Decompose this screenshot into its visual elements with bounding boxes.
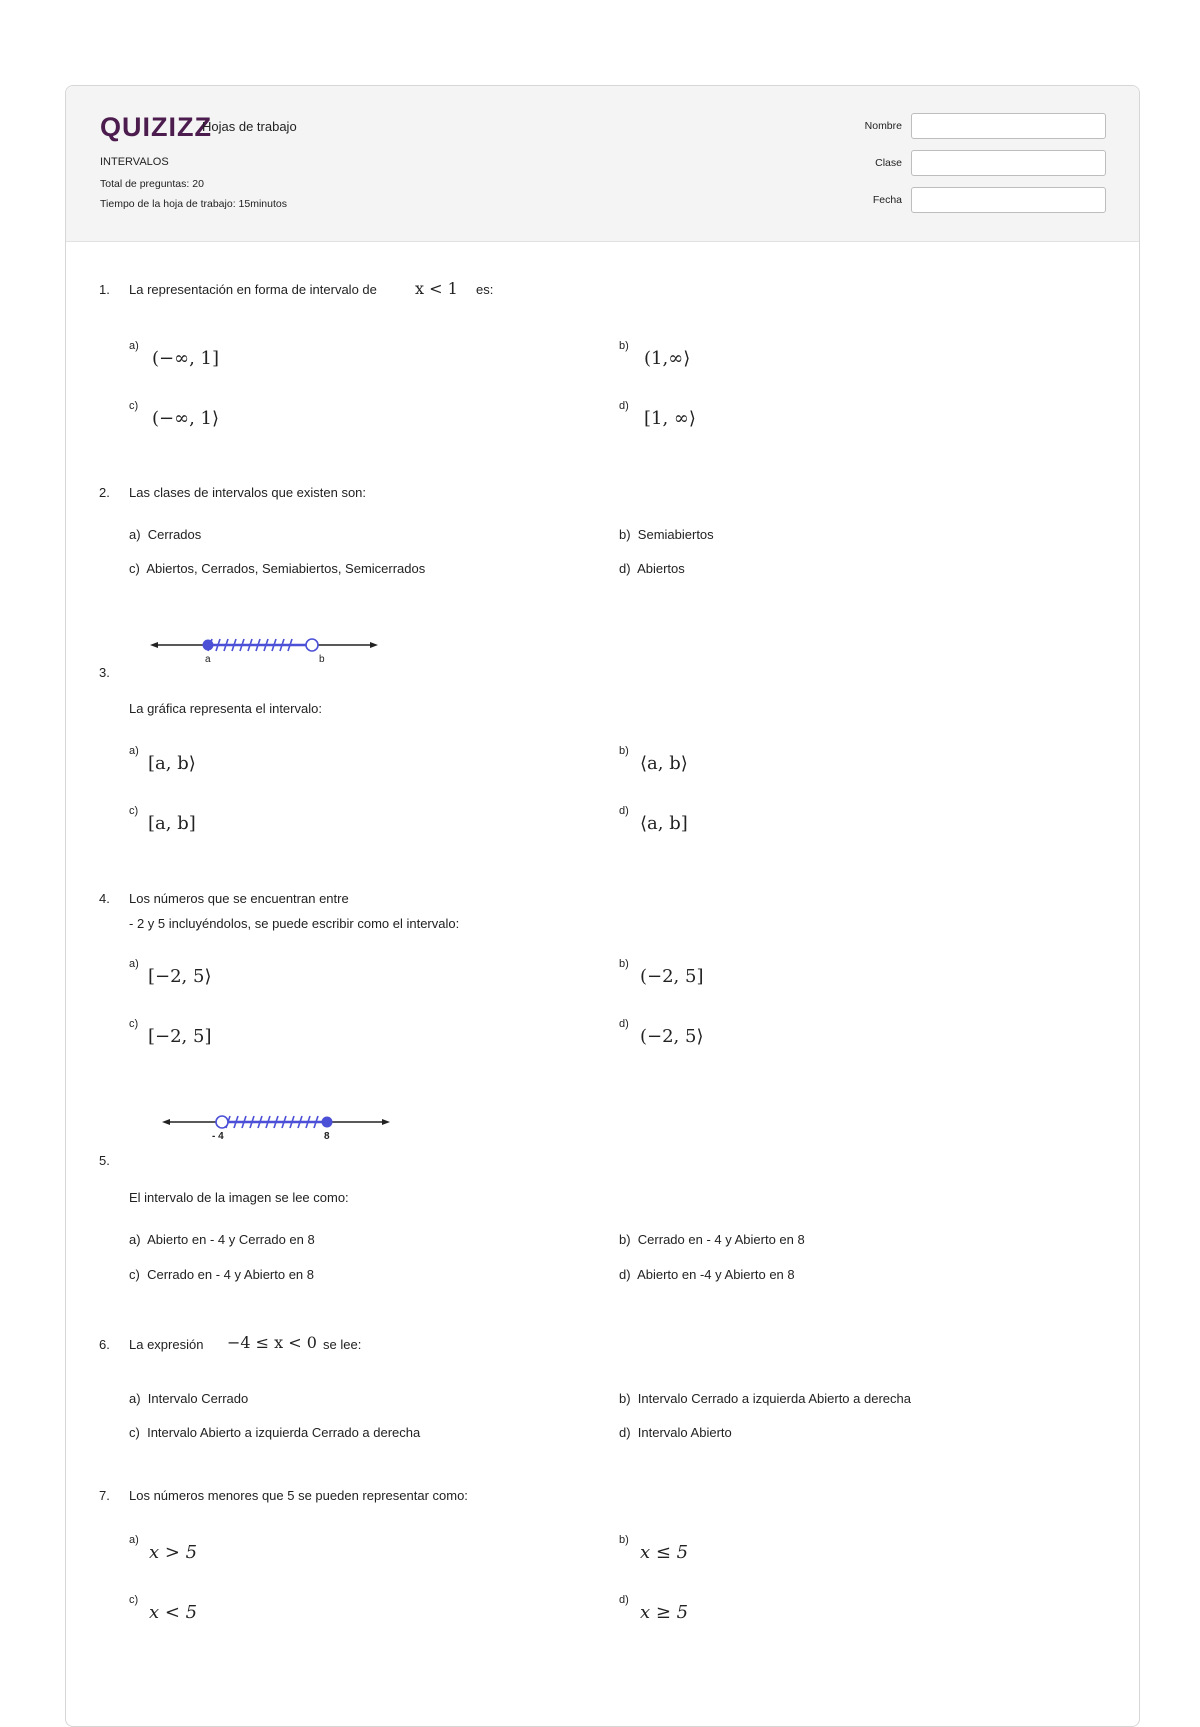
q7-opt-c[interactable]: x < 5 xyxy=(149,1602,198,1623)
q5-label-minus4: - 4 xyxy=(212,1131,224,1142)
worksheet-title: INTERVALOS xyxy=(100,156,169,168)
q2-opt-c-label: c) xyxy=(129,561,140,576)
q7-opt-d-label: d) xyxy=(619,1594,629,1606)
q5-opt-d-label: d) xyxy=(619,1267,631,1282)
quizizz-logo: QUIZIZZ xyxy=(100,112,212,142)
q3-opt-c[interactable]: [a, b] xyxy=(148,813,196,834)
worksheet-header xyxy=(66,86,1139,242)
q4-opt-b[interactable]: (−2, 5] xyxy=(640,966,704,987)
q3-arrow-left xyxy=(150,642,158,648)
q4-number: 4. xyxy=(99,891,110,906)
q5-text: El intervalo de la imagen se lee como: xyxy=(129,1190,349,1205)
q2-opt-d-text: Abiertos xyxy=(637,561,685,576)
q6-text: La expresión xyxy=(129,1337,204,1352)
q1-opt-a-label: a) xyxy=(129,340,139,352)
q2-opt-c[interactable] xyxy=(129,561,425,576)
q1-opt-d[interactable]: [1, ∞⟩ xyxy=(644,408,696,429)
q4-opt-c[interactable]: [−2, 5] xyxy=(148,1026,212,1047)
q3-opt-b-label: b) xyxy=(619,745,629,757)
q6-opt-b-label: b) xyxy=(619,1391,631,1406)
q5-opt-c-text: Cerrado en - 4 y Abierto en 8 xyxy=(147,1267,315,1282)
q2-opt-b-text: Semiabiertos xyxy=(637,527,714,542)
q3-opt-d-label: d) xyxy=(619,805,629,817)
date-field[interactable] xyxy=(911,187,1106,213)
q7-opt-a-label: a) xyxy=(129,1534,139,1546)
q3-number-line-figure xyxy=(150,633,380,663)
q2-opt-d-label: d) xyxy=(619,561,631,576)
q7-opt-b[interactable]: x ≤ 5 xyxy=(640,1542,689,1563)
q7-opt-b-label: b) xyxy=(619,1534,629,1546)
q3-opt-a-label: a) xyxy=(129,745,139,757)
q3-number: 3. xyxy=(99,665,110,680)
total-questions: Total de preguntas: 20 xyxy=(100,178,204,190)
q5-opt-d-text: Abierto en -4 y Abierto en 8 xyxy=(637,1267,795,1282)
q3-opt-a[interactable]: [a, b⟩ xyxy=(148,753,196,774)
name-label: Nombre xyxy=(864,120,902,132)
q2-text: Las clases de intervalos que existen son: xyxy=(129,485,367,500)
q6-opt-b[interactable] xyxy=(619,1391,911,1406)
q1-number: 1. xyxy=(99,282,110,297)
q5-number: 5. xyxy=(99,1153,110,1168)
date-label: Fecha xyxy=(872,194,902,206)
q4-opt-b-label: b) xyxy=(619,958,629,970)
q2-opt-a[interactable] xyxy=(129,527,201,542)
q6-opt-d[interactable] xyxy=(619,1425,732,1440)
q2-number: 2. xyxy=(99,485,110,500)
name-field[interactable] xyxy=(911,113,1106,139)
q5-opt-d[interactable] xyxy=(619,1267,795,1282)
q6-opt-a[interactable] xyxy=(129,1391,248,1406)
q6-number: 6. xyxy=(99,1337,110,1352)
q6-opt-c[interactable] xyxy=(129,1425,420,1440)
q1-opt-b[interactable]: (1,∞⟩ xyxy=(644,348,691,369)
q4-opt-a-label: a) xyxy=(129,958,139,970)
q7-opt-c-label: c) xyxy=(129,1594,139,1606)
q4-text-line2: - 2 y 5 incluyéndolos, se puede escribir como el intervalo: xyxy=(129,916,460,931)
q3-arrow-right xyxy=(370,642,378,648)
q5-arrow-left xyxy=(162,1119,170,1125)
class-label: Clase xyxy=(875,157,902,169)
q4-opt-d-label: d) xyxy=(619,1018,629,1030)
q3-closed-endpoint xyxy=(203,640,214,651)
q6-opt-d-label: d) xyxy=(619,1425,631,1440)
q3-opt-d[interactable]: ⟨a, b] xyxy=(640,813,688,834)
q5-closed-endpoint xyxy=(322,1117,333,1128)
q6-opt-c-text: Intervalo Abierto a izquierda Cerrado a derecha xyxy=(147,1425,421,1440)
q6-math: −4 ≤ x < 0 xyxy=(227,1333,317,1352)
q5-opt-b-label: b) xyxy=(619,1232,631,1247)
q2-opt-b[interactable] xyxy=(619,527,714,542)
q1-opt-c[interactable]: (−∞, 1⟩ xyxy=(152,408,220,429)
q7-opt-a[interactable]: x > 5 xyxy=(149,1542,198,1563)
q3-text: La gráfica representa el intervalo: xyxy=(129,701,322,716)
q4-text-line1: Los números que se encuentran entre xyxy=(129,891,349,906)
q2-opt-b-label: b) xyxy=(619,527,631,542)
q3-label-b: b xyxy=(319,654,325,665)
logo-subtitle: Hojas de trabajo xyxy=(202,119,297,134)
q1-opt-b-label: b) xyxy=(619,340,629,352)
q5-opt-a[interactable] xyxy=(129,1232,315,1247)
q5-opt-a-label: a) xyxy=(129,1232,141,1247)
q7-opt-d[interactable]: x ≥ 5 xyxy=(640,1602,689,1623)
q1-opt-a[interactable]: (−∞, 1] xyxy=(152,348,220,369)
q2-opt-a-text: Cerrados xyxy=(147,527,202,542)
q2-opt-a-label: a) xyxy=(129,527,141,542)
q6-opt-d-text: Intervalo Abierto xyxy=(637,1425,732,1440)
q4-opt-d[interactable]: (−2, 5⟩ xyxy=(640,1026,704,1047)
q7-text: Los números menores que 5 se pueden representar como: xyxy=(129,1488,468,1503)
q5-arrow-right xyxy=(382,1119,390,1125)
q5-opt-c-label: c) xyxy=(129,1267,140,1282)
q1-math: x < 1 xyxy=(415,279,458,298)
q3-open-endpoint xyxy=(306,639,318,651)
q6-opt-a-label: a) xyxy=(129,1391,141,1406)
class-field[interactable] xyxy=(911,150,1106,176)
q6-opt-a-text: Intervalo Cerrado xyxy=(147,1391,249,1406)
q1-post: es: xyxy=(476,282,494,297)
q3-label-a: a xyxy=(205,654,211,665)
worksheet-time: Tiempo de la hoja de trabajo: 15minutos xyxy=(100,198,287,210)
q5-opt-c[interactable] xyxy=(129,1267,314,1282)
q6-post: se lee: xyxy=(323,1337,362,1352)
q4-opt-a[interactable]: [−2, 5⟩ xyxy=(148,966,212,987)
q5-opt-a-text: Abierto en - 4 y Cerrado en 8 xyxy=(147,1232,315,1247)
q1-opt-d-label: d) xyxy=(619,400,629,412)
q7-number: 7. xyxy=(99,1488,110,1503)
q1-text: La representación en forma de intervalo de xyxy=(129,282,377,297)
q6-opt-b-text: Intervalo Cerrado a izquierda Abierto a derecha xyxy=(637,1391,911,1406)
worksheet xyxy=(65,85,1140,1727)
q5-open-endpoint xyxy=(216,1116,228,1128)
q3-opt-b[interactable]: ⟨a, b⟩ xyxy=(640,753,688,774)
q2-opt-c-text: Abiertos, Cerrados, Semiabiertos, Semicerrados xyxy=(146,561,426,576)
q6-opt-c-label: c) xyxy=(129,1425,140,1440)
q4-opt-c-label: c) xyxy=(129,1018,139,1030)
q3-opt-c-label: c) xyxy=(129,805,139,817)
q5-label-8: 8 xyxy=(324,1131,330,1142)
q2-opt-d[interactable] xyxy=(619,561,685,576)
q5-number-line-figure xyxy=(162,1110,392,1140)
q5-opt-b[interactable] xyxy=(619,1232,805,1247)
q5-opt-b-text: Cerrado en - 4 y Abierto en 8 xyxy=(637,1232,805,1247)
q1-opt-c-label: c) xyxy=(129,400,139,412)
